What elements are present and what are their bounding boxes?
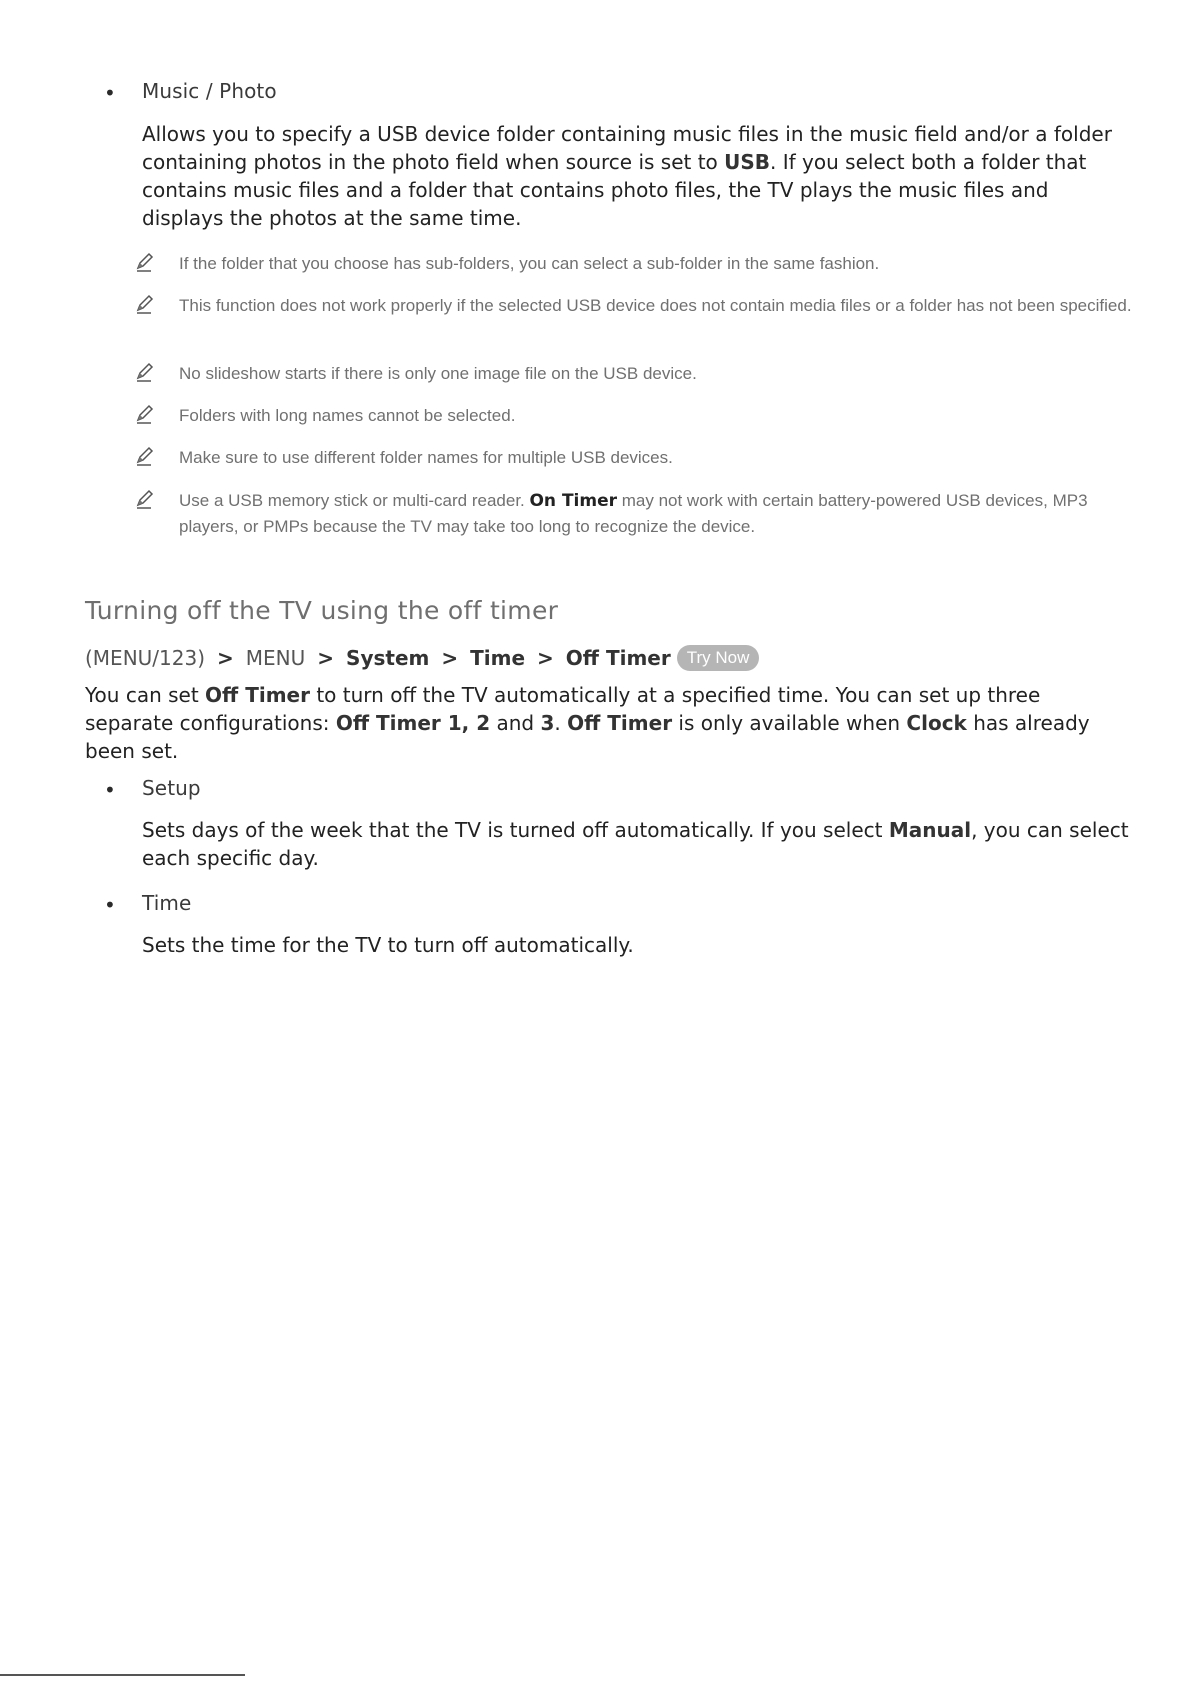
manual-term: Manual: [888, 818, 972, 842]
item-heading-time: Time: [142, 891, 192, 915]
clock-term: Clock: [906, 711, 967, 735]
pencil-icon: [134, 403, 156, 425]
item-heading-setup: Setup: [142, 776, 201, 800]
note-text: Make sure to use different folder names for multiple USB devices.: [179, 448, 673, 467]
intro-text: and: [490, 711, 541, 735]
note-text: [179, 488, 1139, 539]
music-photo-text-2: . If you select both a folder that contains music files and a folder that contains photo files, the TV plays the music files and displays the photos at the same time.: [142, 150, 1087, 230]
pencil-icon: [134, 293, 156, 315]
pencil-icon: [134, 445, 156, 467]
try-now-button[interactable]: Try Now: [677, 645, 760, 671]
note-text: Folders with long names cannot be selected.: [179, 406, 516, 425]
off-timer-term: Off Timer: [205, 683, 310, 707]
breadcrumb-separator: >: [537, 646, 554, 670]
breadcrumb: [85, 645, 759, 671]
music-photo-description: [142, 120, 1132, 232]
intro-text: is only available when: [672, 711, 907, 735]
intro-text: has already been set.: [85, 711, 1090, 763]
note-text: No slideshow starts if there is only one image file on the USB device.: [179, 364, 697, 383]
setup-description: [142, 816, 1132, 872]
off-timer-123-term: Off Timer 1, 2: [335, 711, 491, 735]
note-text-part: Use a USB memory stick or multi-card reader.: [179, 491, 530, 510]
breadcrumb-system: System: [346, 646, 430, 670]
music-photo-text-1: Allows you to specify a USB device folder containing music files in the music field and/or a folder containing photos in the photo field when source is set to: [142, 122, 1112, 174]
note-text: This function does not work properly if the selected USB device does not contain media files or a folder has not been specified.: [179, 296, 1132, 315]
pencil-icon: [134, 251, 156, 273]
on-timer-term: On Timer: [529, 491, 618, 511]
breadcrumb-menu: MENU: [245, 646, 306, 670]
pencil-icon: [134, 488, 156, 510]
off-timer-3-term: 3: [540, 711, 555, 735]
time-description: Sets the time for the TV to turn off automatically.: [142, 933, 634, 957]
pencil-icon: [134, 361, 156, 383]
item-heading-music-photo: Music / Photo: [142, 79, 277, 103]
section-title: Turning off the TV using the off timer: [85, 596, 559, 625]
note-text: If the folder that you choose has sub-folders, you can select a sub-folder in the same fashion.: [179, 254, 880, 273]
note-text-part: may not work with certain battery-powered USB devices, MP3 players, or PMPs because the TV may take too long to recognize the device.: [179, 491, 1088, 536]
setup-text: Sets days of the week that the TV is turned off automatically. If you select: [142, 818, 889, 842]
breadcrumb-menu-123: (MENU/123): [85, 646, 206, 670]
bullet-icon: •: [104, 81, 116, 105]
breadcrumb-separator: >: [317, 646, 335, 670]
intro-text: You can set: [85, 683, 206, 707]
breadcrumb-separator: >: [217, 646, 234, 670]
footer-divider: [0, 1674, 245, 1676]
bullet-icon: •: [104, 778, 116, 802]
setup-text: , you can select each specific day.: [142, 818, 1129, 870]
breadcrumb-separator: >: [441, 646, 459, 670]
intro-text: to turn off the TV automatically at a specified time. You can set up three separate configurations:: [85, 683, 1041, 735]
off-timer-term: Off Timer: [567, 711, 673, 735]
bullet-icon: •: [104, 893, 116, 917]
usb-term: USB: [724, 150, 771, 174]
breadcrumb-off-timer: Off Timer: [565, 646, 671, 670]
off-timer-intro: [85, 681, 1125, 765]
intro-text: .: [554, 711, 568, 735]
breadcrumb-time: Time: [470, 646, 526, 670]
